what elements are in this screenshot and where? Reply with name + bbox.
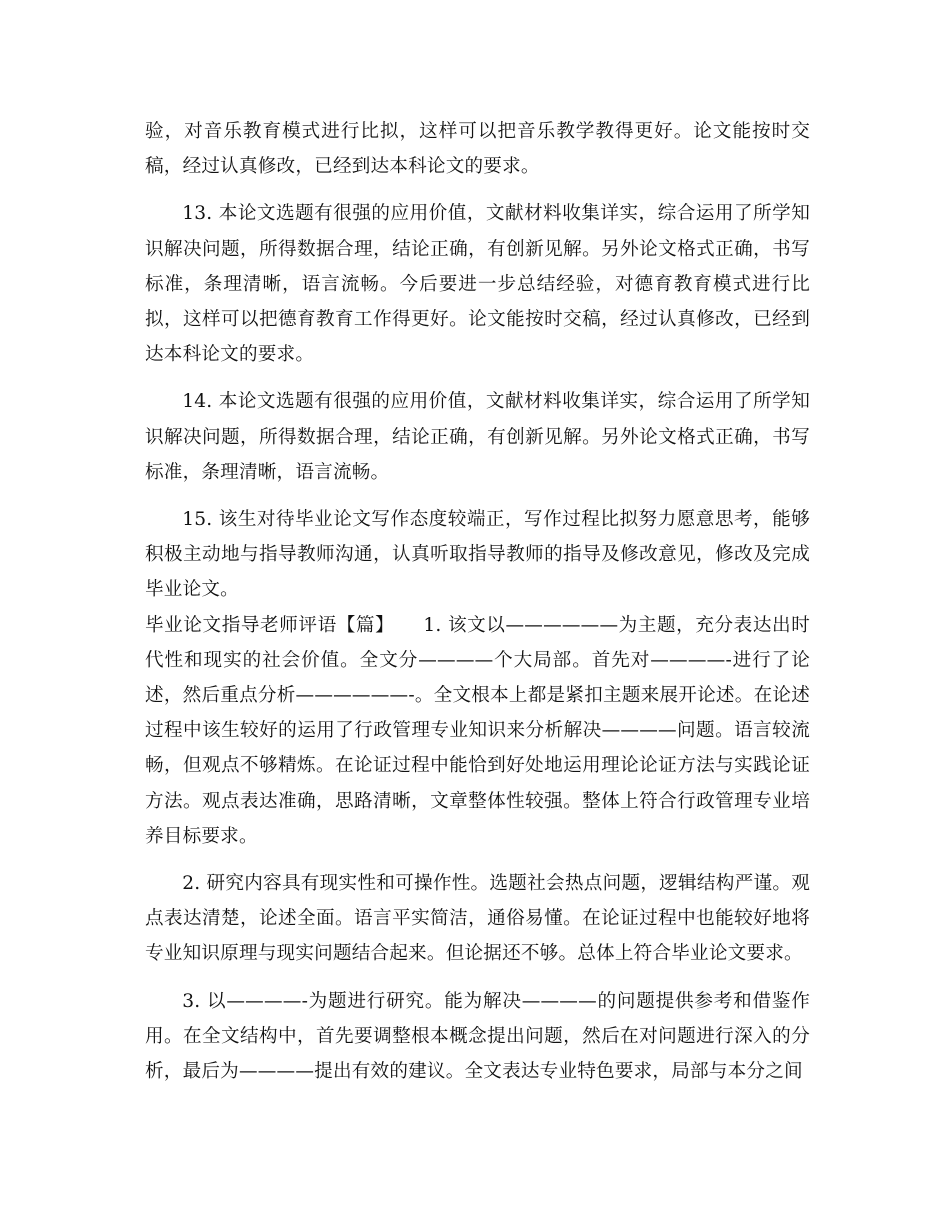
document-body <box>145 114 810 1089</box>
paragraph-14: 14. 本论文选题有很强的应用价值，文献材料收集详实，综合运用了所学知识解决问题，所得数据合理，结论正确，有创新见解。另外论文格式正确，书写标准，条理清晰，语言流畅。 <box>145 391 810 483</box>
paragraph-2: 2. 研究内容具有现实性和可操作性。选题社会热点问题，逻辑结构严谨。观点表达清楚，论述全面。语言平实简洁，通俗易懂。在论证过程中也能较好地将专业知识原理与现实问题结合起来。但论据还不够。总体上符合毕业论文要求。 <box>145 873 810 965</box>
paragraph-12-continuation: 验，对音乐教育模式进行比拟，这样可以把音乐教学教得更好。论文能按时交稿，经过认真修改，已经到达本科论文的要求。 <box>145 121 810 178</box>
section-heading-paragraph-1: 毕业论文指导老师评语【篇】 1. 该文以——————为主题，充分表达出时代性和现实的社会价值。全文分————个大局部。首先对————-进行了论述，然后重点分析——————-。全文根本上都是紧扣主题来展开论述。在论述过程中该生较好的运用了行政管理专业知识来分析解决————问题。语言较流畅，但观点不够精炼。在论证过程中能恰到好处地运用理论论证方法与实践论证方法。观点表达准确，思路清晰，文章整体性较强。整体上符合行政管理专业培养目标要求。 <box>145 614 810 847</box>
paragraph-13: 13. 本论文选题有很强的应用价值，文献材料收集详实，综合运用了所学知识解决问题，所得数据合理，结论正确，有创新见解。另外论文格式正确，书写标准，条理清晰，语言流畅。今后要进一步总结经验，对德育教育模式进行比拟，这样可以把德育教育工作得更好。论文能按时交稿，经过认真修改，已经到达本科论文的要求。 <box>145 203 810 366</box>
paragraph-15: 15. 该生对待毕业论文写作态度较端正，写作过程比拟努力愿意思考，能够积极主动地与指导教师沟通，认真听取指导教师的指导及修改意见，修改及完成毕业论文。 <box>145 509 810 601</box>
paragraph-3: 3. 以————-为题进行研究。能为解决————的问题提供参考和借鉴作用。在全文结构中，首先要调整根本概念提出问题，然后在对问题进行深入的分析，最后为————提出有效的建议。全文表达专业特色要求，局部与本分之间 <box>145 990 810 1083</box>
